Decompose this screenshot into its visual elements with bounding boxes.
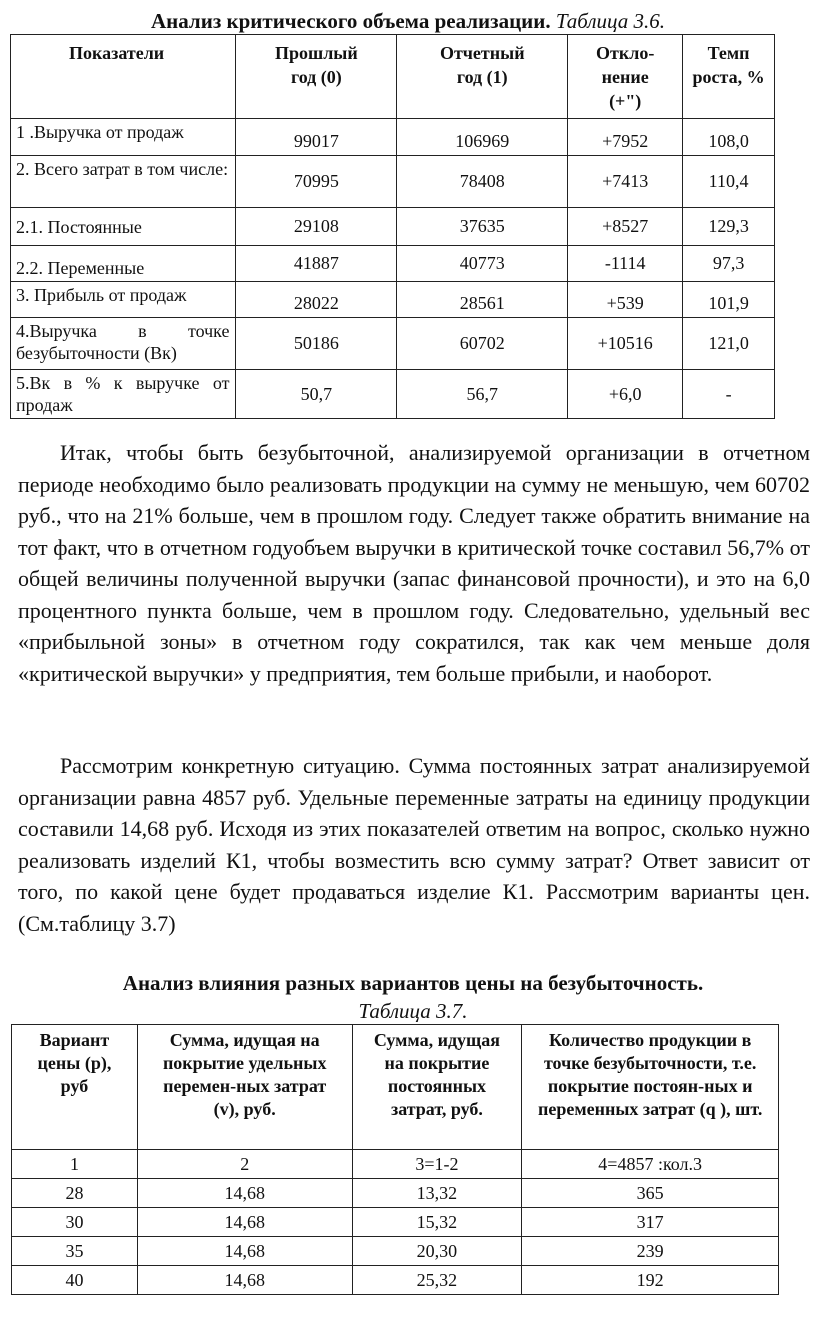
- table1-number: Таблица 3.6.: [555, 9, 666, 33]
- table1-header-report-year: Отчетный год (1): [397, 35, 568, 119]
- table2-row: [12, 1208, 779, 1237]
- cell-rate: 101,9: [683, 282, 775, 318]
- table1-row: [11, 156, 775, 208]
- cell-rate: -: [683, 370, 775, 419]
- table1-header-row: [11, 35, 775, 119]
- cell-rate: 129,3: [683, 208, 775, 246]
- table2-header-variable-costs: Сумма, идущая на покрытие удельных перемен-ных затрат (v), руб.: [137, 1025, 352, 1150]
- cell-prev: 28022: [236, 282, 397, 318]
- table2-row: [12, 1179, 779, 1208]
- cell-fixed: 3=1-2: [352, 1150, 522, 1179]
- table1-row: [11, 246, 775, 282]
- table1-header-deviation: Откло-нение (+"): [568, 35, 683, 119]
- cell-prev: 50186: [236, 318, 397, 370]
- cell-qty: 239: [522, 1237, 779, 1266]
- cell-fixed: 13,32: [352, 1179, 522, 1208]
- row-label: 4.Выручка в точке безубыточности (Вк): [11, 318, 236, 370]
- cell-price: 40: [12, 1266, 138, 1295]
- cell-dev: +7413: [568, 156, 683, 208]
- paragraph: Итак, чтобы быть безубыточной, анализируемой организации в отчетном периоде необходимо было реализовать продукции на сумму не меньшую, чем 60702 руб., что на 21% больше, чем в прошлом году. Следует также обратить внимание на тот факт, что в отчетном годуобъем выручки в критической точке составил 56,7% от общей величины полученной выручки (запас финансовой прочности), и это на 6,0 процентного пункта больше, чем в прошлом году. Следовательно, удельный вес «прибыльной зоны» в отчетном году сократился, так как чем меньше доля «критической выручки» у предприятия, тем больше прибыли, и наоборот.: [18, 440, 810, 686]
- cell-dev: +10516: [568, 318, 683, 370]
- cell-rate: 97,3: [683, 246, 775, 282]
- cell-prev: 70995: [236, 156, 397, 208]
- table1-row: [11, 318, 775, 370]
- cell-rate: 108,0: [683, 119, 775, 156]
- cell-prev: 50,7: [236, 370, 397, 419]
- cell-dev: -1114: [568, 246, 683, 282]
- cell-curr: 37635: [397, 208, 568, 246]
- table1-row: [11, 119, 775, 156]
- row-label: 2.2. Переменные: [11, 246, 236, 282]
- cell-price: 30: [12, 1208, 138, 1237]
- cell-prev: 99017: [236, 119, 397, 156]
- table1-caption: [0, 8, 816, 34]
- table1-header-indicator: Показатели: [11, 35, 236, 119]
- table2-row: [12, 1266, 779, 1295]
- paragraph: Рассмотрим конкретную ситуацию. Сумма постоянных затрат анализируемой организации равна 4857 руб. Удельные переменные затраты на единицу продукции составили 14,68 руб. Исходя из этих показателей ответим на вопрос, сколько нужно реализовать изделий К1, чтобы возместить всю сумму затрат? Ответ зависит от того, по какой цене будет продаваться изделие К1. Рассмотрим варианты цен. (См.таблицу 3.7): [18, 753, 810, 936]
- cell-prev: 29108: [236, 208, 397, 246]
- table2-row: [12, 1237, 779, 1266]
- row-label: 5.Вк в % к выручке от продаж: [11, 370, 236, 419]
- cell-price: 35: [12, 1237, 138, 1266]
- table2-title: Анализ влияния разных вариантов цены на безубыточность.: [122, 971, 704, 995]
- cell-prev: 41887: [236, 246, 397, 282]
- table2-header-breakeven-qty: Количество продукции в точке безубыточности, т.е. покрытие постоян-ных и переменных затрат (q ), шт.: [522, 1025, 779, 1150]
- table2-header-row: [12, 1025, 779, 1150]
- cell-curr: 40773: [397, 246, 568, 282]
- row-label: 3. Прибыль от продаж: [11, 282, 236, 318]
- table1-row: [11, 208, 775, 246]
- row-label: 2. Всего затрат в том числе:: [11, 156, 236, 208]
- cell-qty: 192: [522, 1266, 779, 1295]
- cell-qty: 317: [522, 1208, 779, 1237]
- cell-curr: 56,7: [397, 370, 568, 419]
- cell-dev: +6,0: [568, 370, 683, 419]
- cell-fixed: 25,32: [352, 1266, 522, 1295]
- cell-price: 1: [12, 1150, 138, 1179]
- cell-variable: 14,68: [137, 1266, 352, 1295]
- cell-curr: 60702: [397, 318, 568, 370]
- cell-curr: 106969: [397, 119, 568, 156]
- cell-variable: 2: [137, 1150, 352, 1179]
- cell-fixed: 20,30: [352, 1237, 522, 1266]
- cell-qty: 365: [522, 1179, 779, 1208]
- table1-row: [11, 282, 775, 318]
- cell-dev: +8527: [568, 208, 683, 246]
- table1-header-prev-year: Прошлый год (0): [236, 35, 397, 119]
- table2-row: [12, 1150, 779, 1179]
- cell-curr: 28561: [397, 282, 568, 318]
- table1-header-growth-rate: Темп роста, %: [683, 35, 775, 119]
- cell-variable: 14,68: [137, 1179, 352, 1208]
- table2-number: Таблица 3.7.: [358, 999, 468, 1023]
- cell-curr: 78408: [397, 156, 568, 208]
- cell-variable: 14,68: [137, 1208, 352, 1237]
- cell-qty: 4=4857 :кол.3: [522, 1150, 779, 1179]
- table1-row: [11, 370, 775, 419]
- cell-variable: 14,68: [137, 1237, 352, 1266]
- cell-rate: 110,4: [683, 156, 775, 208]
- cell-rate: 121,0: [683, 318, 775, 370]
- price-variants-table: [11, 1024, 779, 1295]
- table1-title: Анализ критического объема реализации.: [150, 9, 551, 33]
- cell-dev: +539: [568, 282, 683, 318]
- cell-fixed: 15,32: [352, 1208, 522, 1237]
- cell-dev: +7952: [568, 119, 683, 156]
- table2-header-fixed-costs: Сумма, идущая на покрытие постоянных затрат, руб.: [352, 1025, 522, 1150]
- cell-price: 28: [12, 1179, 138, 1208]
- break-even-analysis-table: [10, 34, 775, 419]
- table2-header-price: Вариант цены (р), руб: [12, 1025, 138, 1150]
- row-label: 1 .Выручка от продаж: [11, 119, 236, 156]
- row-label: 2.1. Постоянные: [11, 208, 236, 246]
